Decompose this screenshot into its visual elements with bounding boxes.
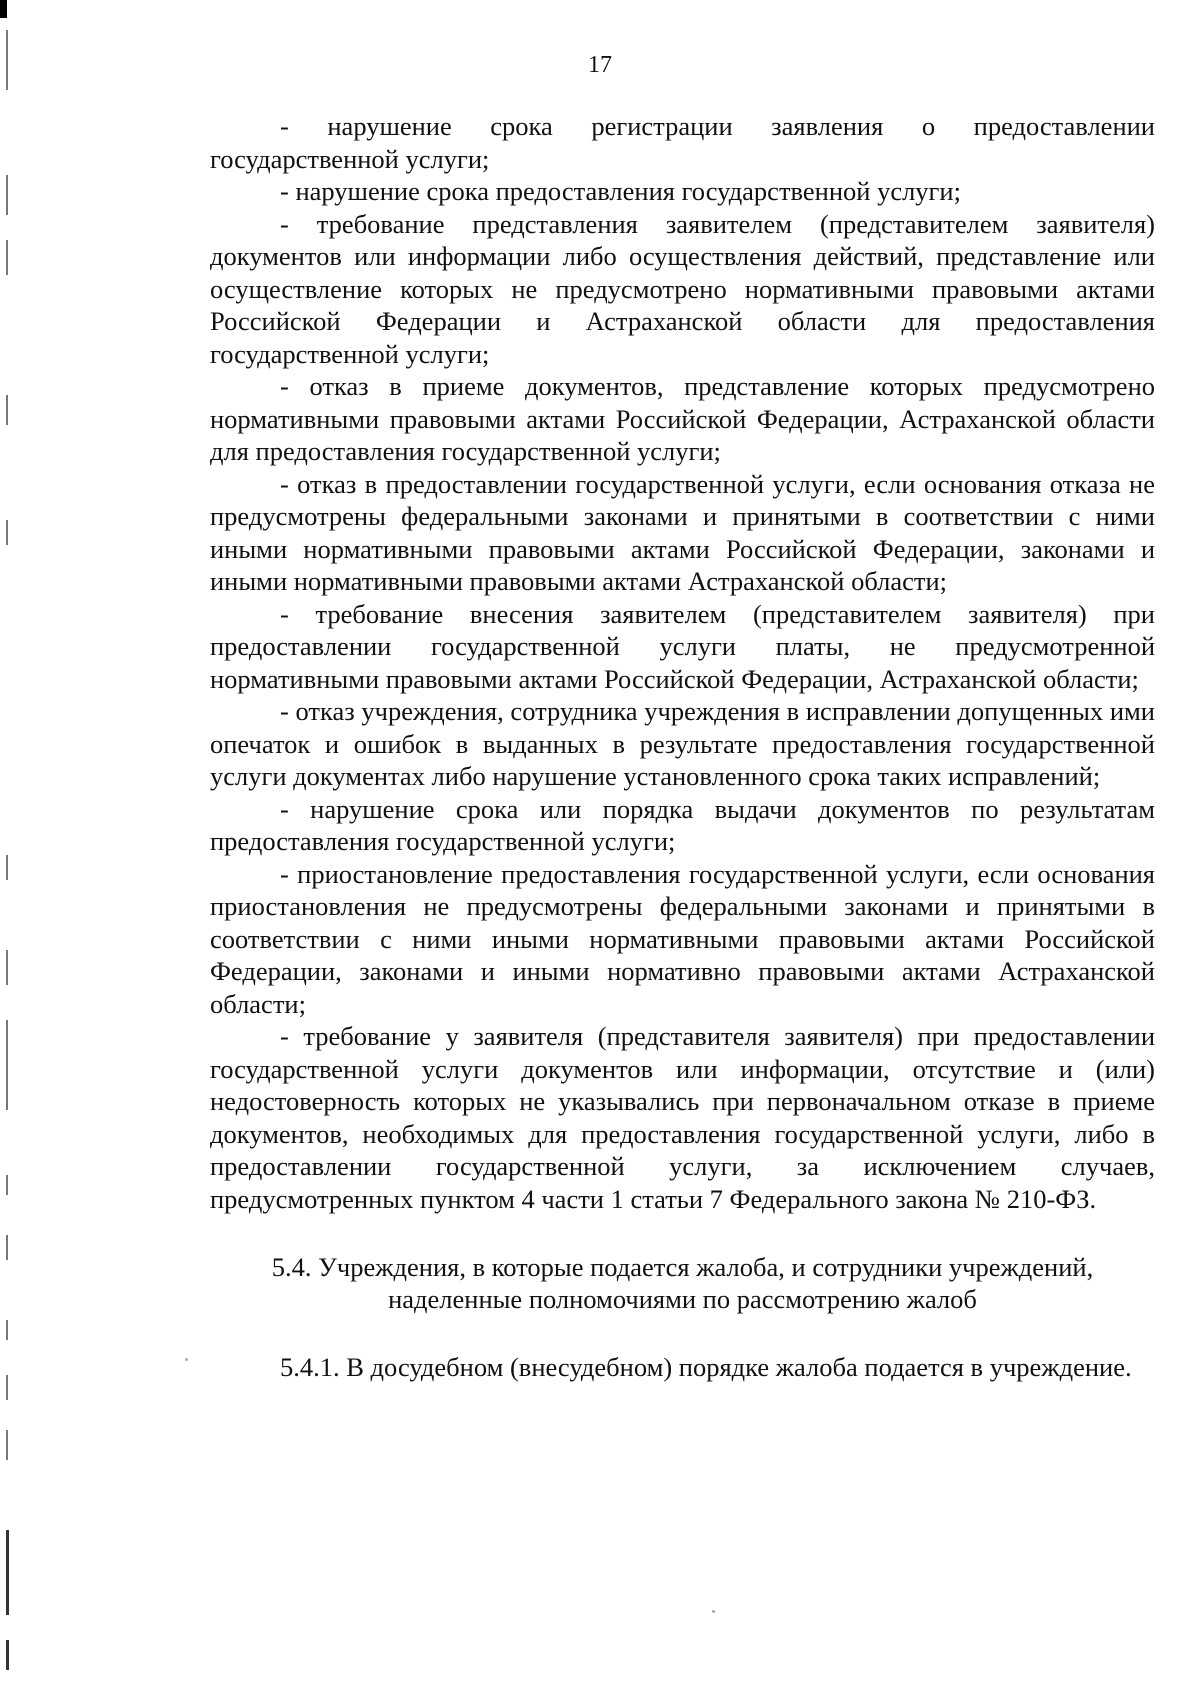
scan-margin-line (6, 175, 8, 215)
list-item-paragraph: - отказ в предоставлении государственной услуги, если основания отказа не предусмотрены федеральными законами и принятыми в соответствии с ними иными нормативными правовыми актами Российской Федерации, законами и иными нормативными правовыми актами Астраханской области; (210, 468, 1155, 596)
list-item-paragraph: - нарушение срока регистрации заявления о предоставлении государственной услуги; (210, 111, 1155, 174)
scan-margin-line (6, 950, 8, 985)
scan-margin-line (6, 1320, 8, 1340)
scan-speck (712, 1610, 715, 1613)
list-item-paragraph: - нарушение срока или порядка выдачи документов по результатам предоставления государственной услуги; (210, 793, 1155, 856)
scan-margin-line (6, 1640, 9, 1670)
page-number: 17 (588, 52, 612, 78)
list-item-paragraph: - приостановление предоставления государственной услуги, если основания приостановления не предусмотрены федеральными законами и принятыми в соответствии с ними иными нормативными правовыми актами Российской Федерации, законами и иными нормативно правовыми актами Астраханской области; (210, 858, 1155, 1019)
section-heading-line-1: 5.4. Учреждения, в которые подается жалоба, и сотрудники учреждений, (271, 1252, 1094, 1282)
list-item-paragraph: - требование представления заявителем (представителем заявителя) документов или информации либо осуществления действий, представление или осуществление которых не предусмотрено нормативными правовыми актами Российской Федерации и Астраханской области для предоставления государственной услуги; (210, 208, 1155, 369)
list-item-paragraph: - требование у заявителя (представителя заявителя) при предоставлении государственной услуги документов или информации, отсутствие и (или) недостоверность которых не указывались при первоначальном отказе в приеме документов, необходимых для предоставления государственной услуги, либо в предоставлении государственной услуги, за исключением случаев, предусмотренных пунктом 4 части 1 статьи 7 Федерального закона № 210-ФЗ. (210, 1021, 1155, 1214)
list-item-paragraph: - требование внесения заявителем (представителем заявителя) при предоставлении государственной услуги платы, не предусмотренной нормативными правовыми актами Российской Федерации, Астраханской области; (210, 598, 1155, 694)
scan-speck (185, 1358, 188, 1361)
scan-corner-mark (0, 0, 7, 18)
scan-margin-line (6, 1375, 8, 1400)
document-body (210, 110, 1155, 1384)
scan-margin-line (6, 520, 8, 545)
scan-margin-line (6, 855, 8, 880)
scan-margin-line (6, 1175, 8, 1195)
scan-margin-line (6, 1530, 9, 1615)
list-item-paragraph: - нарушение срока предоставления государственной услуги; (280, 176, 961, 206)
list-item-paragraph: - отказ в приеме документов, представление которых предусмотрено нормативными правовыми актами Российской Федерации, Астраханской области для предоставления государственной услуги; (210, 371, 1155, 466)
scan-margin-line (6, 1430, 8, 1460)
section-heading (210, 1251, 1155, 1315)
section-heading-line-2: наделенные полномочиями по рассмотрению жалоб (388, 1284, 977, 1314)
scan-margin-line (6, 1020, 8, 1110)
final-paragraph: 5.4.1. В досудебном (внесудебном) порядке жалоба подается в учреждение. (280, 1352, 1132, 1382)
scan-margin-line (6, 240, 8, 275)
scan-margin-line (6, 395, 8, 425)
list-item-paragraph: - отказ учреждения, сотрудника учреждения в исправлении допущенных ими опечаток и ошибок в выданных в результате предоставления государственной услуги документах либо нарушение установленного срока таких исправлений; (210, 696, 1155, 791)
scan-margin-line (6, 1235, 8, 1260)
